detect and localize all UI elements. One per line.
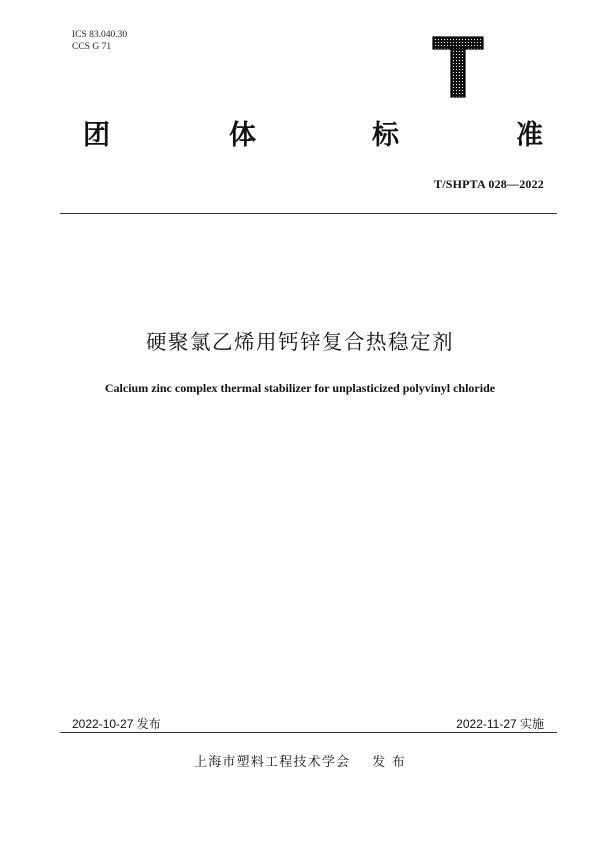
standard-t-logo — [432, 36, 484, 98]
doc-type-char-3: 标 — [372, 120, 399, 151]
classification-codes — [72, 29, 127, 53]
doc-type-char-1: 团 — [83, 120, 110, 151]
doc-type-char-2: 体 — [229, 120, 256, 151]
publisher-name: 上海市塑料工程技术学会 — [194, 755, 351, 770]
publisher-line — [0, 751, 600, 770]
ccs-code: CCS G 71 — [72, 42, 112, 52]
implementation-date: 2022-11-27 实施 — [456, 717, 544, 731]
ics-code: ICS 83.040.30 — [72, 30, 128, 40]
top-divider — [60, 213, 557, 214]
doc-type-char-4: 准 — [516, 120, 543, 151]
standard-number: T/SHPTA 028—2022 — [434, 177, 544, 191]
title-english: Calcium zinc complex thermal stabilizer for unplasticized polyvinyl chloride — [104, 381, 496, 395]
issue-date: 2022-10-27 发布 — [72, 717, 161, 731]
document-type-heading — [0, 116, 600, 156]
title-chinese: 硬聚氯乙烯用钙锌复合热稳定剂 — [146, 330, 454, 354]
bottom-divider — [60, 732, 557, 733]
publish-action: 发 布 — [372, 755, 406, 770]
